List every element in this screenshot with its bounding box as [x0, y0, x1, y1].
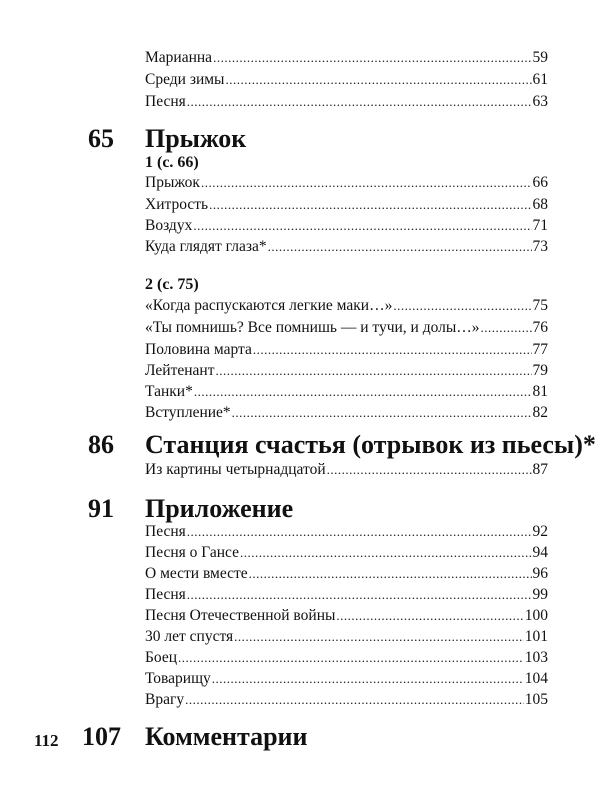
leader-dots — [178, 648, 524, 668]
toc-entry — [145, 606, 548, 626]
entry-page: 103 — [524, 649, 548, 666]
entry-page: 82 — [532, 404, 548, 421]
entry-title: Боец — [145, 649, 178, 666]
leader-dots — [240, 543, 532, 563]
entry-title: «Когда распускаются легкие маки…» — [145, 297, 393, 314]
section-title: Комментарии — [145, 722, 308, 751]
leader-dots — [336, 606, 523, 626]
entry-title: Песня — [145, 93, 186, 110]
entry-title: О мести вместе — [145, 565, 248, 582]
toc-entry — [145, 296, 548, 316]
entry-page: 59 — [532, 49, 548, 66]
entry-title: Песня — [145, 523, 186, 540]
entry-page: 81 — [532, 383, 548, 400]
entry-title: Товарищу — [145, 670, 211, 687]
toc-entry — [145, 585, 548, 605]
entry-title: Марианна — [145, 49, 213, 66]
toc-entry — [145, 690, 548, 710]
entry-title: Песня Отечественной войны — [145, 607, 336, 624]
entry-page: 68 — [532, 196, 548, 213]
leader-dots — [393, 296, 531, 316]
entry-page: 73 — [532, 238, 548, 255]
entry-title: Куда глядят глаза* — [145, 238, 267, 255]
toc-entry — [145, 648, 548, 668]
entry-title: Лейтенант — [145, 362, 215, 379]
toc-entry — [145, 92, 548, 112]
entry-title: Песня о Гансе — [145, 544, 239, 561]
entry-page: 66 — [532, 174, 548, 191]
entry-title: 30 лет спустя — [145, 628, 234, 645]
entry-page: 105 — [524, 691, 548, 708]
leader-dots — [481, 318, 532, 338]
leader-dots — [193, 216, 531, 236]
leader-dots — [209, 195, 531, 215]
entry-title: Прыжок — [145, 174, 200, 191]
toc-entry — [145, 340, 548, 360]
toc-entry — [145, 627, 548, 647]
entry-page: 63 — [532, 93, 548, 110]
entry-title: Воздух — [145, 217, 193, 234]
toc-entry — [145, 318, 548, 338]
toc-entry — [145, 460, 548, 480]
entry-page: 75 — [532, 297, 548, 314]
entry-title: Половина марта — [145, 341, 252, 358]
toc-entry — [145, 173, 548, 193]
subsection-heading: 1 (с. 66) — [145, 154, 199, 171]
toc-entry — [145, 543, 548, 563]
leader-dots — [194, 382, 532, 402]
entry-page: 94 — [532, 544, 548, 561]
leader-dots — [232, 403, 532, 423]
leader-dots — [187, 92, 532, 112]
leader-dots — [234, 627, 524, 647]
leader-dots — [187, 522, 532, 542]
leader-dots — [212, 669, 524, 689]
toc-entry — [145, 522, 548, 542]
leader-dots — [268, 237, 532, 257]
leader-dots — [187, 585, 532, 605]
entry-page: 101 — [524, 628, 548, 645]
leader-dots — [249, 564, 532, 584]
entry-page: 100 — [524, 607, 548, 624]
section-number: 86 — [88, 430, 114, 459]
toc-entry — [145, 564, 548, 584]
entry-page: 104 — [524, 670, 548, 687]
toc-entry — [145, 48, 548, 68]
entry-page: 79 — [532, 362, 548, 379]
leader-dots — [213, 48, 531, 68]
entry-page: 92 — [532, 523, 548, 540]
toc-entry — [145, 195, 548, 215]
leader-dots — [327, 460, 532, 480]
subsection-heading: 2 (с. 75) — [145, 276, 199, 293]
toc-entry — [145, 361, 548, 381]
entry-page: 77 — [532, 341, 548, 358]
section-title: Прыжок — [145, 124, 247, 153]
leader-dots — [253, 340, 532, 360]
entry-page: 96 — [532, 565, 548, 582]
toc-entry — [145, 403, 548, 423]
entry-title: Врагу — [145, 691, 185, 708]
entry-title: Из картины четырнадцатой — [145, 461, 326, 478]
leader-dots — [215, 361, 531, 381]
leader-dots — [185, 690, 524, 710]
page-number: 112 — [34, 731, 59, 750]
section-title: Приложение — [145, 494, 294, 523]
entry-page: 76 — [532, 319, 548, 336]
entry-title: Танки* — [145, 383, 193, 400]
section-title: Станция счастья (отрывок из пьесы)* — [145, 430, 596, 459]
leader-dots — [201, 173, 532, 193]
section-number: 107 — [82, 722, 121, 751]
toc-entry — [145, 237, 548, 257]
section-number: 65 — [88, 124, 114, 153]
entry-page: 99 — [532, 586, 548, 603]
section-number: 91 — [88, 494, 114, 523]
leader-dots — [225, 70, 531, 90]
entry-title: Песня — [145, 586, 186, 603]
toc-entry — [145, 216, 548, 236]
entry-page: 71 — [532, 217, 548, 234]
entry-page: 61 — [532, 71, 548, 88]
entry-title: Хитрость — [145, 196, 209, 213]
entry-page: 87 — [532, 461, 548, 478]
entry-title: Вступление* — [145, 404, 231, 421]
toc-entry — [145, 382, 548, 402]
toc-entry — [145, 669, 548, 689]
toc-entry — [145, 70, 548, 90]
entry-title: «Ты помнишь? Все помнишь — и тучи, и долы…» — [145, 319, 480, 336]
entry-title: Среди зимы — [145, 71, 225, 88]
